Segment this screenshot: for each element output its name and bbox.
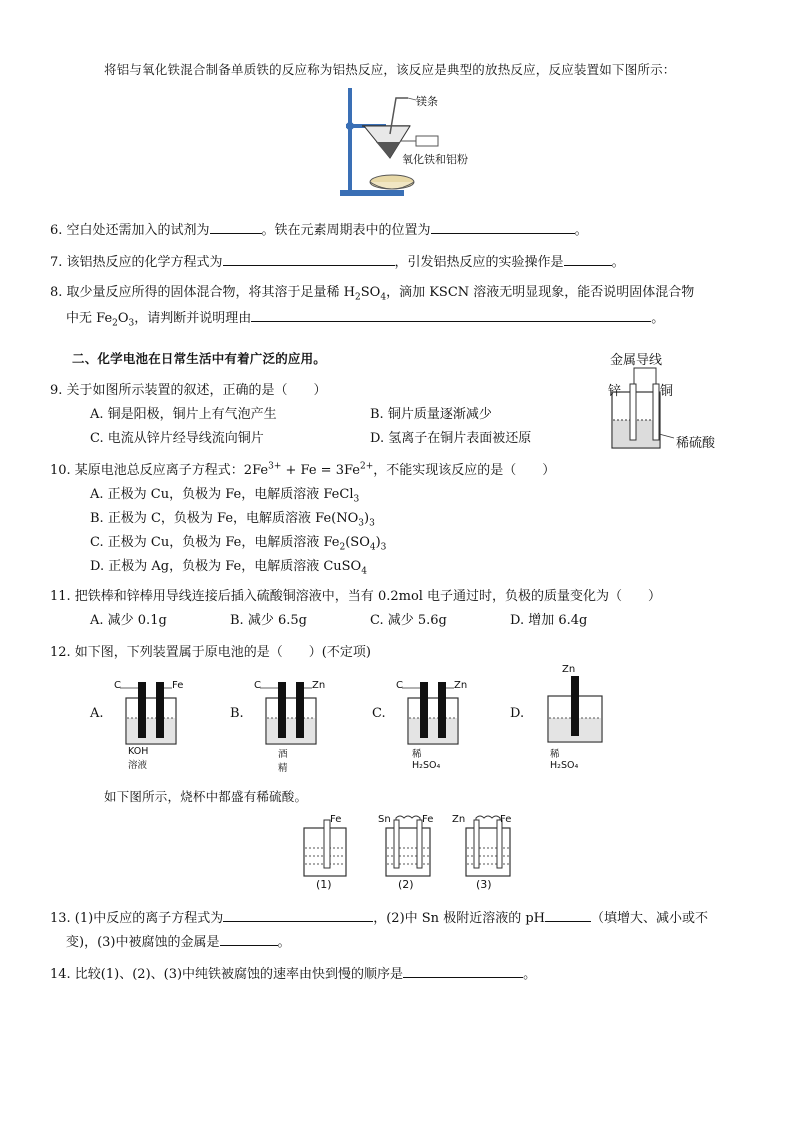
solution-label: 稀H₂SO₄ [412,749,441,771]
electrode [278,682,286,738]
electrode-label: Zn [562,664,576,675]
zinc-copper-cell-figure [598,348,728,453]
question-9: 9. 关于如图所示装置的叙述，正确的是（ ） [50,383,327,398]
label-wire: 金属导线 [610,353,663,368]
answer-blank[interactable] [223,908,373,922]
option-letter: D. [510,706,525,721]
answer-blank[interactable] [545,908,591,922]
answer-blank[interactable] [564,252,612,266]
question-7: 7. 该铝热反应的化学方程式为 ，引发铝热反应的实验操作是 。 [50,252,625,272]
solution-label: KOH溶液 [128,746,149,771]
tin-electrode [394,820,399,868]
right-electrode-label: Zn [454,680,468,691]
label-cell-3: (3) [476,878,492,891]
iron-electrode [497,820,502,868]
question-14: 14. 比较(1)、(2)、(3)中纯铁被腐蚀的速率由快到慢的顺序是 。 [50,964,536,984]
intro-text: 将铝与氧化铁混合制备单质铁的反应称为铝热反应，该反应是典型的放热反应，反应装置如下图所示： [104,62,676,77]
option-letter: A. [90,706,104,721]
question-8-line1: 8. 取少量反应所得的固体混合物，将其溶于足量稀 $H_2SO_4$，滴加 KSCN 溶液无明显现象，能否说明固体混合物 [50,285,695,303]
option-b[interactable]: B. 铜片质量逐渐减少 [370,407,492,422]
label-dilute-sulfuric-acid: 稀硫酸 [676,436,716,451]
question-6: 6. 空白处还需加入的试剂为 。铁在元素周期表中的位置为 。 [50,220,588,240]
left-electrode-label: C [254,680,261,691]
thermite-apparatus-figure [338,84,478,202]
right-electrode-label: Fe [172,680,184,691]
option-a[interactable]: A. 减少 0.1g [90,613,167,628]
label-fe: Fe [500,814,512,825]
solution-label: 酒精 [278,749,288,774]
answer-blank[interactable] [220,932,278,946]
option-b[interactable]: B. 减少 6.5g [230,613,307,628]
label-copper: 铜 [660,384,674,399]
option-letter: C. [372,706,386,721]
stand-base [340,190,404,196]
label-magnesium: 镁条 [416,95,438,108]
question-12: 12. 如下图，下列装置属于原电池的是（ ）(不定项) [50,645,371,660]
label-fe: Fe [422,814,434,825]
label-fe: Fe [330,814,342,825]
option-a[interactable]: A. 铜是阳极，铜片上有气泡产生 [90,407,277,422]
answer-blank[interactable] [210,220,262,234]
electrode [438,682,446,738]
option-c[interactable]: C. 电流从锌片经导线流向铜片 [90,431,264,446]
label-cell-2: (2) [398,878,414,891]
option-d[interactable]: D. 氢离子在铜片表面被还原 [370,431,532,446]
answer-blank[interactable] [251,308,651,322]
iron-electrode [324,820,330,868]
question-8-line2: 中无 $Fe_2O_3$，请判断并说明理由 。 [66,308,664,328]
option-c[interactable]: C. 减少 5.6g [370,613,447,628]
option-letter: B. [230,706,244,721]
zinc-electrode [474,820,479,868]
option-b[interactable]: B. 正极为 C，负极为 Fe，电解质溶液 $Fe(NO_3)_3$ [90,511,375,529]
question-10: 10. 某原电池总反应离子方程式：$2Fe^{3+} + Fe = 3Fe^{2+}$，不能实现该反应的是（ ） [50,461,556,478]
section-heading: 二、化学电池在日常生活中有着广泛的应用。 [72,351,327,366]
answer-blank[interactable] [223,252,395,266]
copper-electrode [653,384,659,440]
electrode [420,682,428,738]
question-13-line2: 变)，(3)中被腐蚀的金属是 。 [66,932,291,952]
option-c[interactable]: C. 正极为 Cu，负极为 Fe，电解质溶液 $Fe_2(SO_4)_3$ [90,535,387,553]
label-sn: Sn [378,814,391,825]
option-a[interactable]: A. 正极为 Cu，负极为 Fe，电解质溶液 FeCl$_3$ [90,487,360,505]
label-iron-oxide-aluminum: 氧化铁和铝粉 [402,153,468,166]
question-13-line1: 13. (1)中反应的离子方程式为 ，(2)中 Sn 极附近溶液的 pH （填增大、减小或不 [50,908,708,928]
stand-rod [348,88,352,192]
zinc-electrode [571,676,579,736]
question-11: 11. 把铁棒和锌棒用导线连接后插入硫酸铜溶液中，当有 0.2mol 电子通过时，负极的质量变化为（ ） [50,589,662,604]
option-d[interactable]: D. 正极为 Ag，负极为 Fe，电解质溶液 CuSO$_4$ [90,559,367,577]
iron-electrode [417,820,422,868]
electrode [296,682,304,738]
solution-label: 稀H₂SO₄ [550,749,579,771]
right-electrode-label: Zn [312,680,326,691]
label-zn: Zn [452,814,466,825]
electrode [138,682,146,738]
zinc-electrode [630,384,636,440]
answer-blank[interactable] [431,220,575,234]
left-electrode-label: C [396,680,403,691]
intro-text-2: 如下图所示，烧杯中都盛有稀硫酸。 [104,789,308,804]
label-cell-1: (1) [316,878,332,891]
left-electrode-label: C [114,680,121,691]
electrode [156,682,164,738]
option-d[interactable]: D. 增加 6.4g [510,613,588,628]
label-zinc: 锌 [608,384,622,399]
answer-blank[interactable] [403,964,523,978]
